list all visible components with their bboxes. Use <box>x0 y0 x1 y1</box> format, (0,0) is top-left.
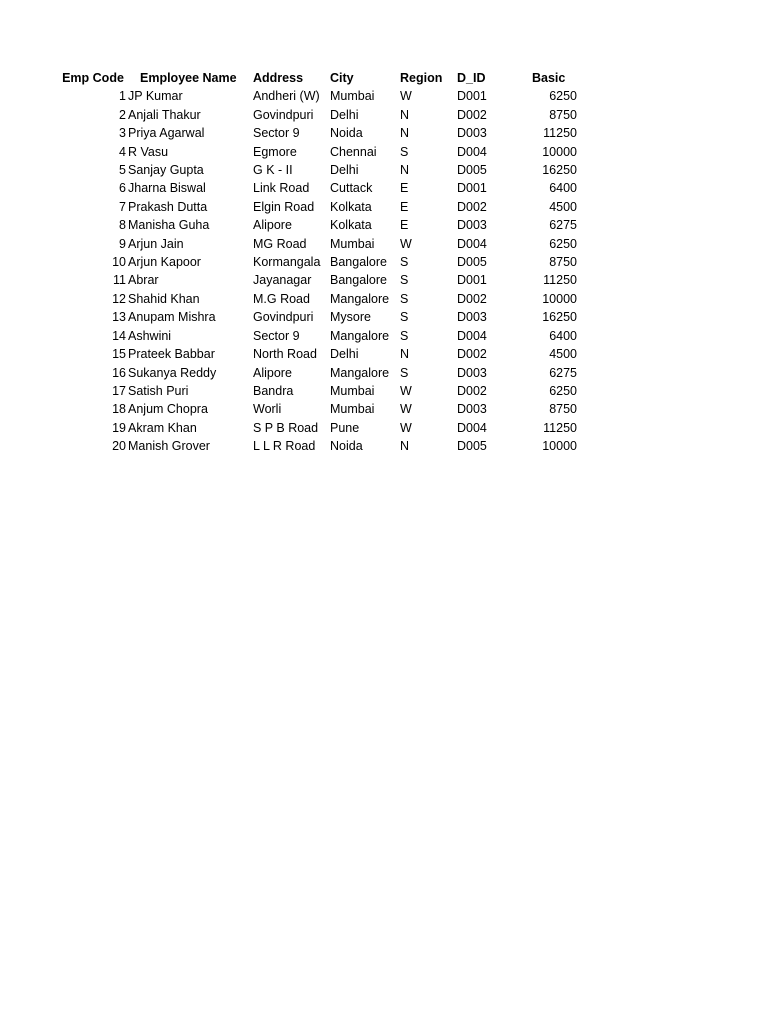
cell-employee-name: Prakash Dutta <box>128 199 208 214</box>
cell-region: S <box>400 328 409 343</box>
cell-city: Noida <box>330 439 363 454</box>
cell-region: S <box>400 144 409 159</box>
cell-address: Alipore <box>253 218 292 233</box>
cell-emp-code: 1 <box>119 89 126 104</box>
header-address: Address <box>253 71 304 85</box>
table-row <box>59 253 577 271</box>
cell-address: Jayanagar <box>253 273 312 288</box>
table-row <box>59 364 577 382</box>
cell-d-id: D002 <box>457 383 487 398</box>
cell-address: Sector 9 <box>253 328 300 343</box>
cell-basic: 10000 <box>542 439 577 454</box>
cell-emp-code: 17 <box>112 383 126 398</box>
cell-address: North Road <box>253 347 317 362</box>
cell-address: M.G Road <box>253 291 310 306</box>
cell-employee-name: Abrar <box>128 273 159 288</box>
header-d-id: D_ID <box>457 71 486 85</box>
cell-d-id: D003 <box>457 126 487 141</box>
cell-emp-code: 19 <box>112 420 126 435</box>
cell-d-id: D004 <box>457 420 487 435</box>
cell-region: N <box>400 347 410 362</box>
cell-emp-code: 7 <box>119 199 126 214</box>
cell-region: N <box>400 126 410 141</box>
cell-basic: 6400 <box>549 181 577 196</box>
cell-city: Mysore <box>330 310 371 325</box>
cell-employee-name: Sanjay Gupta <box>128 163 204 178</box>
table-row <box>59 271 577 289</box>
cell-emp-code: 20 <box>112 439 126 454</box>
cell-address: L L R Road <box>253 439 316 454</box>
cell-basic: 6250 <box>549 383 577 398</box>
cell-emp-code: 4 <box>119 144 126 159</box>
cell-region: N <box>400 107 410 122</box>
table-row <box>59 419 577 437</box>
cell-emp-code: 5 <box>119 163 126 178</box>
cell-employee-name: Anjali Thakur <box>128 107 201 122</box>
cell-city: Pune <box>330 420 360 435</box>
cell-d-id: D005 <box>457 439 487 454</box>
cell-employee-name: Anupam Mishra <box>128 310 216 325</box>
cell-city: Delhi <box>330 347 359 362</box>
cell-city: Delhi <box>330 107 359 122</box>
cell-address: Kormangala <box>253 255 321 270</box>
header-emp-code: Emp Code <box>62 71 124 85</box>
cell-emp-code: 9 <box>119 236 126 251</box>
cell-basic: 6275 <box>549 365 577 380</box>
cell-address: Govindpuri <box>253 310 314 325</box>
cell-employee-name: Arjun Kapoor <box>128 255 201 270</box>
cell-address: Alipore <box>253 365 292 380</box>
table-row <box>59 106 577 124</box>
cell-d-id: D002 <box>457 107 487 122</box>
cell-address: Egmore <box>253 144 297 159</box>
cell-region: S <box>400 273 409 288</box>
cell-d-id: D001 <box>457 273 487 288</box>
cell-city: Bangalore <box>330 255 387 270</box>
header-region: Region <box>400 71 443 85</box>
cell-region: S <box>400 310 409 325</box>
cell-employee-name: Jharna Biswal <box>128 181 206 196</box>
cell-city: Bangalore <box>330 273 387 288</box>
cell-d-id: D002 <box>457 291 487 306</box>
cell-emp-code: 18 <box>112 402 126 417</box>
cell-city: Mangalore <box>330 328 390 343</box>
cell-basic: 8750 <box>549 107 577 122</box>
cell-city: Kolkata <box>330 218 372 233</box>
cell-basic: 16250 <box>542 163 577 178</box>
cell-employee-name: Anjum Chopra <box>128 402 208 417</box>
cell-basic: 6250 <box>549 236 577 251</box>
cell-employee-name: Priya Agarwal <box>128 126 205 141</box>
table-row <box>59 382 577 400</box>
cell-region: N <box>400 439 410 454</box>
cell-region: S <box>400 291 409 306</box>
cell-employee-name: Manisha Guha <box>128 218 210 233</box>
table-header <box>59 69 577 87</box>
table-row <box>59 400 577 418</box>
table-row <box>59 290 577 308</box>
cell-region: S <box>400 255 409 270</box>
cell-basic: 8750 <box>549 255 577 270</box>
cell-city: Mumbai <box>330 236 375 251</box>
cell-d-id: D001 <box>457 181 487 196</box>
cell-basic: 10000 <box>542 291 577 306</box>
cell-city: Cuttack <box>330 181 373 196</box>
employee-table <box>59 69 577 456</box>
table-row <box>59 216 577 234</box>
cell-city: Mangalore <box>330 291 390 306</box>
cell-basic: 6400 <box>549 328 577 343</box>
table-row <box>59 345 577 363</box>
cell-address: MG Road <box>253 236 307 251</box>
header-city: City <box>330 71 354 85</box>
cell-d-id: D004 <box>457 236 487 251</box>
cell-region: W <box>400 420 412 435</box>
cell-basic: 10000 <box>542 144 577 159</box>
cell-d-id: D003 <box>457 402 487 417</box>
cell-basic: 11250 <box>543 126 577 141</box>
cell-emp-code: 6 <box>119 181 126 196</box>
cell-emp-code: 2 <box>119 107 126 122</box>
cell-employee-name: Sukanya Reddy <box>128 365 217 380</box>
cell-basic: 4500 <box>549 199 577 214</box>
cell-address: Sector 9 <box>253 126 300 141</box>
cell-region: S <box>400 365 409 380</box>
cell-city: Mumbai <box>330 402 375 417</box>
cell-region: W <box>400 383 412 398</box>
table-row <box>59 179 577 197</box>
cell-d-id: D001 <box>457 89 487 104</box>
cell-emp-code: 11 <box>113 273 126 288</box>
table-row <box>59 87 577 105</box>
cell-region: W <box>400 402 412 417</box>
cell-basic: 11250 <box>543 420 577 435</box>
cell-region: E <box>400 181 409 196</box>
cell-d-id: D004 <box>457 328 487 343</box>
header-row <box>59 69 577 87</box>
cell-employee-name: Ashwini <box>128 328 172 343</box>
cell-region: E <box>400 218 409 233</box>
table-row <box>59 143 577 161</box>
cell-city: Delhi <box>330 163 359 178</box>
cell-d-id: D003 <box>457 218 487 233</box>
cell-employee-name: Akram Khan <box>128 420 197 435</box>
cell-employee-name: Manish Grover <box>128 439 210 454</box>
cell-basic: 8750 <box>549 402 577 417</box>
cell-city: Chennai <box>330 144 377 159</box>
header-employee-name: Employee Name <box>140 71 237 85</box>
employee-sheet <box>59 69 577 456</box>
cell-employee-name: JP Kumar <box>128 89 183 104</box>
cell-d-id: D003 <box>457 310 487 325</box>
cell-basic: 6275 <box>549 218 577 233</box>
table-row <box>59 124 577 142</box>
table-row <box>59 198 577 216</box>
cell-employee-name: Arjun Jain <box>128 236 184 251</box>
cell-d-id: D004 <box>457 144 487 159</box>
cell-basic: 6250 <box>549 89 577 104</box>
cell-d-id: D005 <box>457 255 487 270</box>
cell-employee-name: R Vasu <box>128 144 169 159</box>
table-row <box>59 308 577 326</box>
cell-basic: 16250 <box>542 310 577 325</box>
cell-emp-code: 13 <box>112 310 126 325</box>
table-row <box>59 161 577 179</box>
cell-d-id: D005 <box>457 163 487 178</box>
table-body <box>59 87 577 455</box>
cell-basic: 4500 <box>549 347 577 362</box>
cell-emp-code: 10 <box>112 255 126 270</box>
cell-address: Link Road <box>253 181 310 196</box>
cell-region: W <box>400 89 412 104</box>
cell-emp-code: 12 <box>112 291 126 306</box>
cell-emp-code: 8 <box>119 218 126 233</box>
cell-address: Worli <box>253 402 282 417</box>
cell-city: Noida <box>330 126 363 141</box>
cell-address: Bandra <box>253 383 294 398</box>
cell-emp-code: 3 <box>119 126 126 141</box>
cell-employee-name: Prateek Babbar <box>128 347 215 362</box>
cell-employee-name: Shahid Khan <box>128 291 200 306</box>
cell-region: E <box>400 199 409 214</box>
cell-region: N <box>400 163 410 178</box>
table-row <box>59 327 577 345</box>
header-basic: Basic <box>532 71 566 85</box>
cell-city: Mumbai <box>330 383 375 398</box>
cell-city: Mumbai <box>330 89 375 104</box>
cell-d-id: D002 <box>457 347 487 362</box>
cell-city: Kolkata <box>330 199 372 214</box>
cell-region: W <box>400 236 412 251</box>
cell-emp-code: 14 <box>112 328 126 343</box>
cell-address: Govindpuri <box>253 107 314 122</box>
cell-address: S P B Road <box>253 420 319 435</box>
cell-employee-name: Satish Puri <box>128 383 189 398</box>
cell-city: Mangalore <box>330 365 390 380</box>
cell-address: Andheri (W) <box>253 89 320 104</box>
cell-address: Elgin Road <box>253 199 315 214</box>
cell-emp-code: 15 <box>112 347 126 362</box>
cell-d-id: D002 <box>457 199 487 214</box>
table-row <box>59 235 577 253</box>
table-row <box>59 437 577 455</box>
cell-address: G K - II <box>253 163 293 178</box>
cell-d-id: D003 <box>457 365 487 380</box>
cell-emp-code: 16 <box>112 365 126 380</box>
cell-basic: 11250 <box>543 273 577 288</box>
